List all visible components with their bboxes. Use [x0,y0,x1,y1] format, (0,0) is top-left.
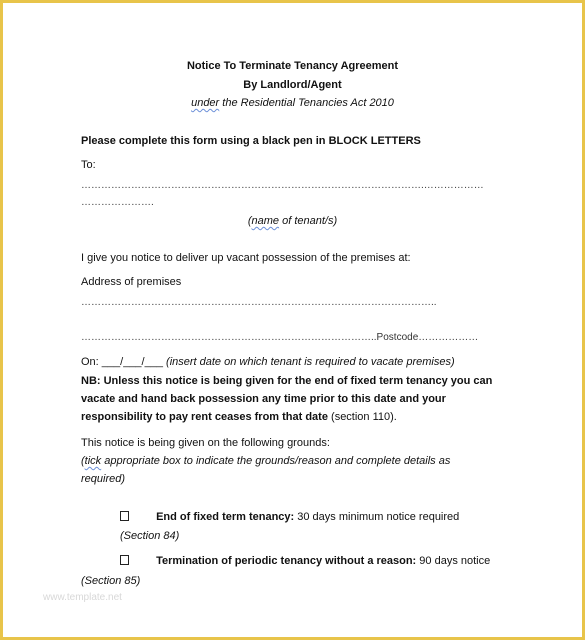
nb-line-3 [81,410,397,424]
notice-statement: I give you notice to deliver up vacant possession of the premises at: [81,252,411,264]
to-label: To: [81,159,96,171]
nb-line-3-rest: (section 110). [327,411,397,423]
document-page [3,3,582,637]
periodic-label: Termination of periodic tenancy without a reason: [156,555,417,567]
vacate-date-hint: (insert date on which tenant is required to vacate premises) [162,356,455,368]
grounds-hint-1 [81,454,450,468]
grounds-hint-word: tick [84,455,102,467]
grounds-hint-open: ( [81,455,85,467]
tenant-hint-name: name [251,215,280,227]
periodic-checkbox[interactable] [120,555,129,565]
nb-line-3-bold: responsibility to pay rent ceases from that date [81,411,328,423]
tenant-hint [3,214,582,228]
option-periodic [120,554,490,568]
option-fixed-term [120,510,459,524]
watermark: www.template.net [43,592,122,603]
form-instructions: Please complete this form using a black pen in BLOCK LETTERS [81,135,421,147]
grounds-hint-rest: appropriate box to indicate the grounds/reason and complete details as [101,455,451,467]
act-prefix: under [191,97,220,109]
document-title: Notice To Terminate Tenancy Agreement [186,60,399,72]
act-reference [3,96,582,110]
address-line[interactable]: …………………………………………………………………………………………….. [81,297,437,308]
tenant-hint-rest: of tenant/s) [279,215,338,227]
grounds-statement: This notice is being given on the following grounds: [81,437,330,449]
tenant-name-line[interactable]: ………………………………………………………………………………………….……………… [81,180,484,191]
fixed-term-checkbox[interactable] [120,511,129,521]
nb-line-2: vacate and hand back possession any time prior to this date and your [81,393,446,405]
address-label: Address of premises [81,276,182,288]
nb-line-1: NB: Unless this notice is being given for the end of fixed term tenancy you can [81,375,493,387]
fixed-term-detail: 30 days minimum notice required [294,511,460,523]
act-name: the Residential Tenancies Act 2010 [219,97,394,109]
address-postcode-line[interactable]: ……………………………………………………………………………..Postcode……………… [81,332,479,343]
periodic-detail: 90 days notice [416,555,491,567]
vacate-date-line [81,355,455,369]
grounds-hint-2: required) [81,473,126,485]
tenant-name-line-2[interactable]: …………………. [81,197,154,208]
periodic-section: (Section 85) [81,575,141,587]
fixed-term-label: End of fixed term tenancy: [156,511,295,523]
fixed-term-section: (Section 84) [120,530,180,542]
vacate-date-field[interactable]: On: ___/___/___ [81,356,163,368]
document-subtitle: By Landlord/Agent [243,79,342,91]
tenant-hint-open: ( [247,215,252,227]
